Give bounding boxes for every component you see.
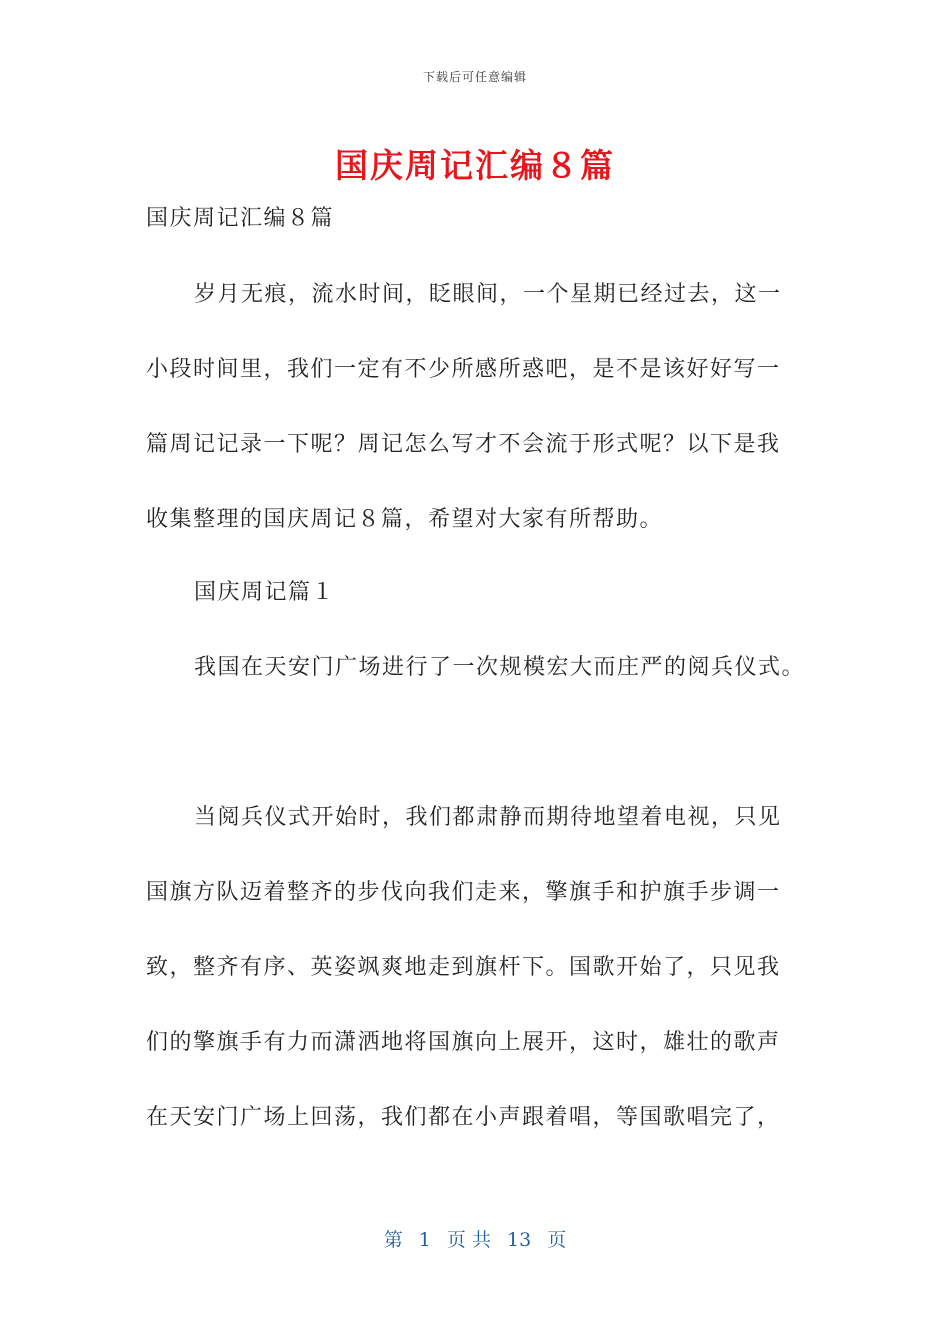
subtitle-line: 国庆周记汇编８篇 (146, 206, 335, 231)
paragraph-line: 我国在天安门广场进行了一次规模宏大而庄严的阅兵仪式。 (194, 655, 806, 680)
paragraph-line: 岁月无痕，流水时间，眨眼间，一个星期已经过去，这一 (194, 282, 782, 307)
page-footer (0, 1225, 950, 1252)
footer-suffix: 页 (547, 1229, 567, 1251)
section-heading: 国庆周记篇１ (194, 580, 336, 605)
paragraph-line: 在天安门广场上回荡，我们都在小声跟着唱，等国歌唱完了， (146, 1105, 781, 1130)
footer-current-page: 1 (418, 1229, 431, 1251)
document-title: 国庆周记汇编８篇 (335, 146, 615, 185)
paragraph-line: 们的擎旗手有力而潇洒地将国旗向上展开，这时，雄壮的歌声 (146, 1030, 781, 1055)
footer-prefix: 第 (383, 1229, 403, 1251)
paragraph-line: 篇周记记录一下呢？周记怎么写才不会流于形式呢？以下是我 (146, 432, 781, 457)
footer-middle: 页 共 (446, 1229, 491, 1251)
paragraph-line: 致，整齐有序、英姿飒爽地走到旗杆下。国歌开始了，只见我 (146, 955, 781, 980)
paragraph-line: 小段时间里，我们一定有不少所感所惑吧，是不是该好好写一 (146, 357, 781, 382)
paragraph-line: 收集整理的国庆周记８篇，希望对大家有所帮助。 (146, 507, 664, 532)
paragraph-line: 国旗方队迈着整齐的步伐向我们走来，擎旗手和护旗手步调一 (146, 880, 781, 905)
paragraph-line: 当阅兵仪式开始时，我们都肃静而期待地望着电视，只见 (194, 805, 782, 830)
header-note: 下载后可任意编辑 (422, 70, 527, 84)
footer-total-pages: 13 (507, 1229, 532, 1251)
